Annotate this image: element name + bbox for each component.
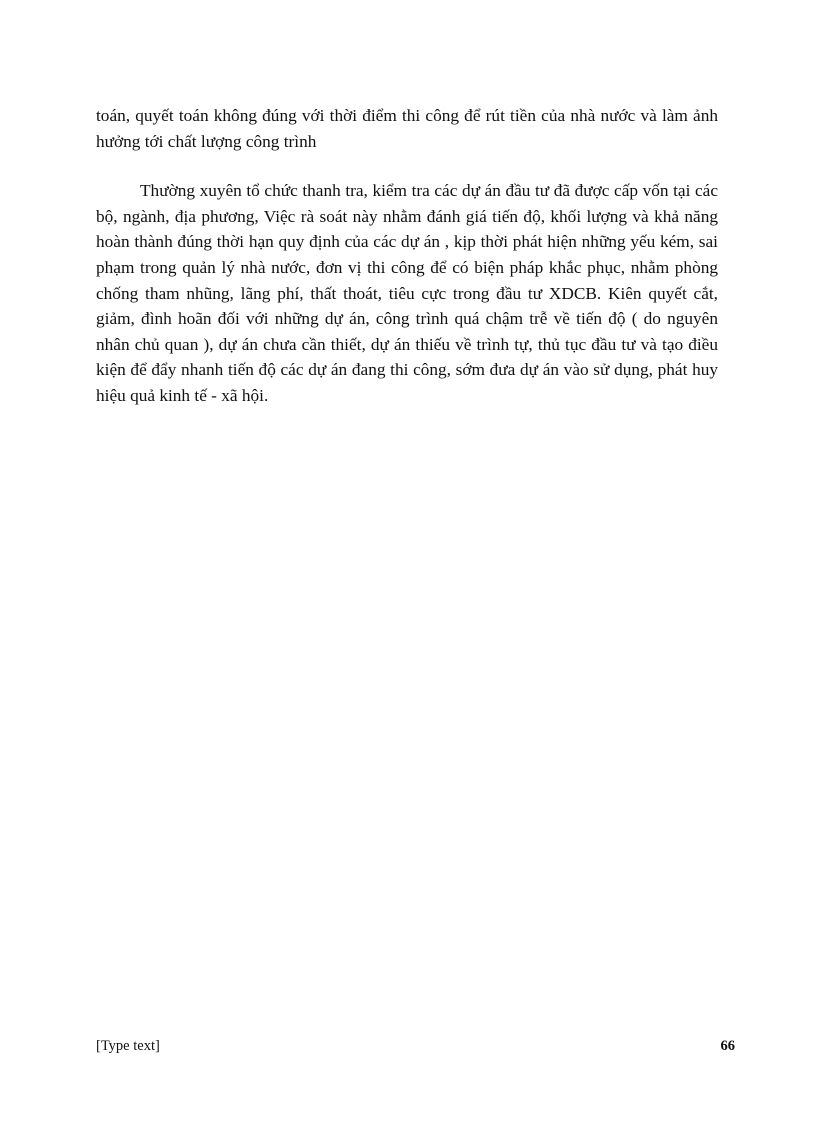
page-number: 66: [720, 1038, 735, 1054]
footer-placeholder-text: [Type text]: [96, 1038, 160, 1054]
paragraph-inspection: Thường xuyên tổ chức thanh tra, kiểm tra các dự án đầu tư đã được cấp vốn tại các bộ, ngành, địa phương, Việc rà soát này nhằm đánh giá tiến độ, khối lượng và khả năng hoàn thành đúng thời hạn quy định của các dự án , kịp thời phát hiện những yếu kém, sai phạm trong quản lý nhà nước, đơn vị thi công để có biện pháp khắc phục, nhằm phòng chống tham nhũng, lãng phí, thất thoát, tiêu cực trong đầu tư XDCB. Kiên quyết cắt, giảm, đình hoãn đối với những dự án, công trình quá chậm trễ về tiến độ ( do nguyên nhân chủ quan ), dự án chưa cần thiết, dự án thiếu về trình tự, thủ tục đầu tư và tạo điều kiện để đẩy nhanh tiến độ các dự án đang thi công, sớm đưa dự án vào sử dụng, phát huy hiệu quả kinh tế - xã hội.: [96, 181, 718, 405]
paragraph-continued: toán, quyết toán không đúng với thời điểm thi công để rút tiền của nhà nước và làm ảnh hưởng tới chất lượng công trình: [96, 106, 718, 151]
page-footer: [96, 1036, 735, 1056]
body-text: [96, 103, 718, 409]
